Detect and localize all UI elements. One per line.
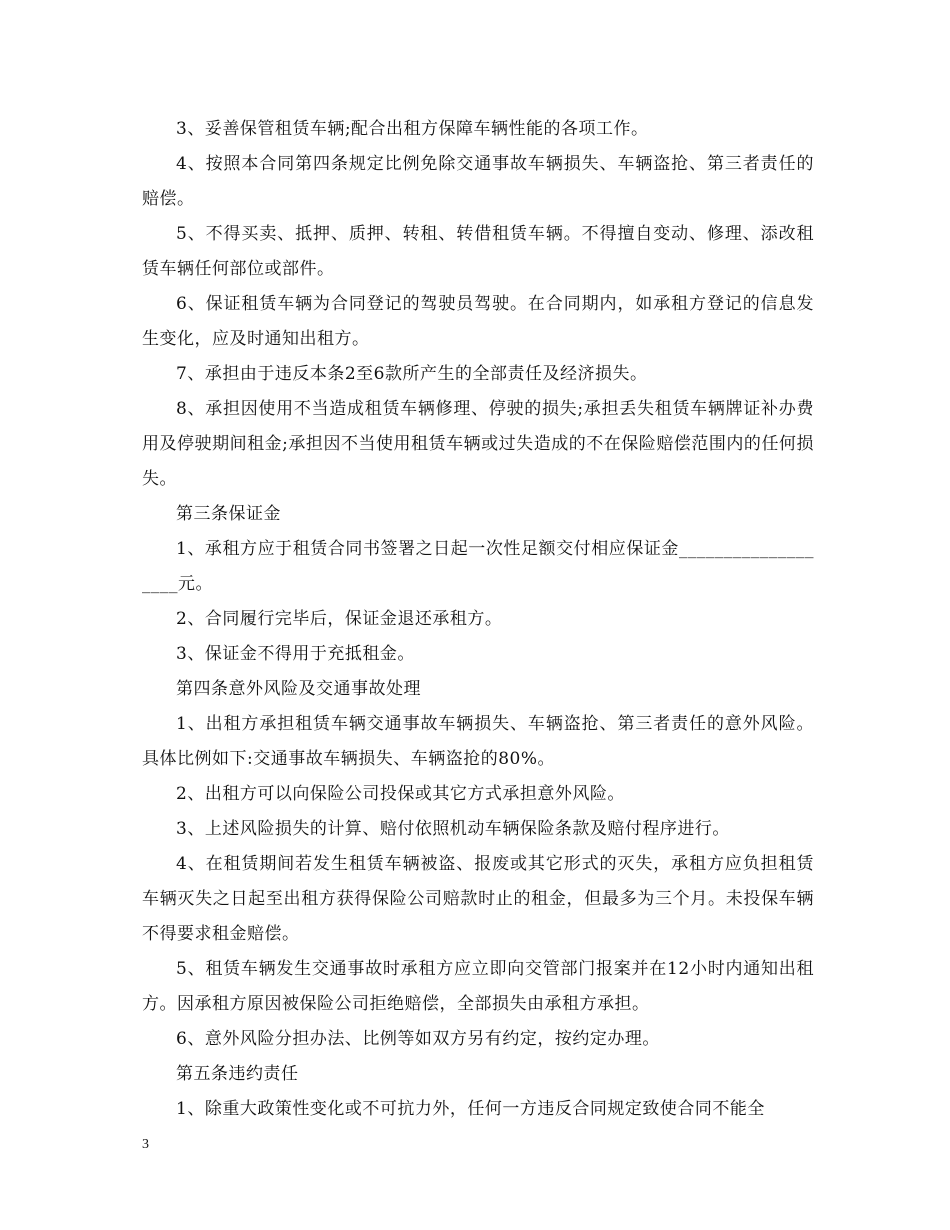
risk-clause-5: 5、租赁车辆发生交通事故时承租方应立即向交管部门报案并在12小时内通知出租方。因承租方原因被保险公司拒绝赔偿，全部损失由承租方承担。 xyxy=(142,959,814,1014)
deposit-clause-2: 2、合同履行完毕后，保证金退还承租方。 xyxy=(176,609,503,629)
document-body xyxy=(142,112,814,1127)
clause-8: 8、承担因使用不当造成租赁车辆修理、停驶的损失;承担丢失租赁车辆牌证补办费用及停驶期间租金;承担因不当使用租赁车辆或过失造成的不在保险赔偿范围内的任何损失。 xyxy=(142,399,814,489)
clause-7: 7、承担由于违反本条2至6款所产生的全部责任及经济损失。 xyxy=(176,364,648,384)
deposit-clause-1: 1、承租方应于租赁合同书签署之日起一次性足额交付相应保证金___________________元。 xyxy=(142,539,814,594)
risk-clause-1: 1、出租方承担租赁车辆交通事故车辆损失、车辆盗抢、第三者责任的意外风险。具体比例如下:交通事故车辆损失、车辆盗抢的80%。 xyxy=(142,714,814,769)
risk-clause-6: 6、意外风险分担办法、比例等如双方另有约定，按约定办理。 xyxy=(176,1029,660,1049)
section-heading-risk: 第四条意外风险及交通事故处理 xyxy=(176,679,421,699)
deposit-clause-3: 3、保证金不得用于充抵租金。 xyxy=(176,644,415,664)
clause-6: 6、保证租赁车辆为合同登记的驾驶员驾驶。在合同期内，如承租方登记的信息发生变化，应及时通知出租方。 xyxy=(142,294,814,349)
clause-4: 4、按照本合同第四条规定比例免除交通事故车辆损失、车辆盗抢、第三者责任的赔偿。 xyxy=(142,154,814,209)
page-number: 3 xyxy=(142,1137,149,1152)
risk-clause-2: 2、出租方可以向保险公司投保或其它方式承担意外风险。 xyxy=(176,784,625,804)
section-heading-liability: 第五条违约责任 xyxy=(176,1064,299,1084)
clause-3: 3、妥善保管租赁车辆;配合出租方保障车辆性能的各项工作。 xyxy=(176,119,649,139)
risk-clause-3: 3、上述风险损失的计算、赔付依照机动车辆保险条款及赔付程序进行。 xyxy=(176,819,730,839)
liability-clause-1: 1、除重大政策性变化或不可抗力外，任何一方违反合同规定致使合同不能全 xyxy=(176,1099,765,1119)
risk-clause-4: 4、在租赁期间若发生租赁车辆被盗、报废或其它形式的灭失，承租方应负担租赁车辆灭失之日起至出租方获得保险公司赔款时止的租金，但最多为三个月。未投保车辆不得要求租金赔偿。 xyxy=(142,854,814,944)
section-heading-deposit: 第三条保证金 xyxy=(176,504,281,524)
clause-5: 5、不得买卖、抵押、质押、转租、转借租赁车辆。不得擅自变动、修理、添改租赁车辆任何部位或部件。 xyxy=(142,224,814,279)
